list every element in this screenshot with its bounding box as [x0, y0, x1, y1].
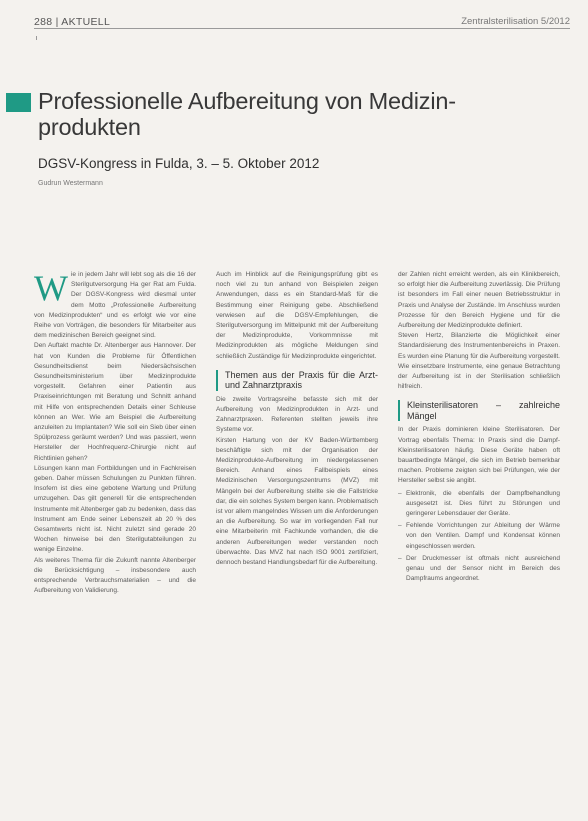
list-item: – Elektronik, die ebenfalls der Dampfbehandlung ausgesetzt ist. Dies führt zu Störungen und geringerer Lebensdauer der Geräte.	[398, 489, 560, 520]
article-subtitle: DGSV-Kongress in Fulda, 3. – 5. Oktober 2012	[38, 156, 320, 171]
header-rule	[34, 28, 570, 29]
paragraph: Kirsten Hartung von der KV Baden-Württemberg beschäftigte sich mit der Organisation der Medizinprodukte-Aufbereitung im niedergelassenen Bereich. Anhand eines Fallbeispiels eines Medizinischen Versorgungszentrums (MVZ) mit Mängeln bei der Aufbereitung stellte sie die Fallstricke dar, die ein solches System bergen kann. Problematisch ist vor allem mangelndes Wissen um die Anforderungen an die Aufbereitung. So war im vorliegenden Fall nur eine Mitarbeiterin mit Fachkunde vorhanden, die die anderen Aufbereitungen weder verstanden noch überwachte. Das MVZ hat nach ISO 9001 zertifiziert, dennoch bestand Handlungsbedarf für die Aufbereitung.	[216, 436, 378, 567]
defect-list	[398, 489, 560, 585]
paragraph: Als weiteres Thema für die Zukunft nannte Altenberger die Berücksichtigung – insbesondere auch entsprechende Verbrauchsmaterialien – und die Aufbereitung von Validierung.	[34, 556, 196, 595]
paragraph: Steven Hertz, Bilanzierte die Möglichkeit einer Standardisierung des Instrumentenbereichs in Praxen. Es wurden eine Planung für die Aufbereitung vorgestellt. Wie einsetzbare Instrumente, eine genaue Betrachtung der Aufbereitung ist in der Sterilisation schließlich hilfreich.	[398, 332, 560, 391]
paragraph: der Zahlen nicht erreicht werden, als ein Klinikbereich, so erfolgt hier die Aufbereitung zuverlässig. Die Prüfung ist besonders im Fall einer neuen Betriebsstruktur in Praxis und Analyse der Zustände. Im Anschluss wurden Prozesse für den Bereich Hygiene und für die Aufbereitung der Medizinprodukte definiert.	[398, 271, 560, 330]
header-tick	[36, 36, 37, 40]
section-heading: Kleinsterilisatoren – zahlreiche Mängel	[398, 400, 560, 421]
column-2	[216, 270, 378, 815]
article-title: Professionelle Aufbereitung von Medizin-produkten	[38, 88, 456, 140]
list-item: – Fehlende Vorrichtungen zur Ableitung der Wärme von den Ventilen. Dampf und Kondensat können eingeschlossen werden.	[398, 521, 560, 552]
paragraph: ie in jedem Jahr will lebt sog als die 16 der Sterilgutversorgung Ha ger Rat am Fulda. Der DGSV-Kongress wird diesmal unter dem Motto „Professionelle Aufbereitung von Medizinprodukten“ und es erfolgt wie vor eine Reihe von Vorträgen, die besonders für Mitarbeiter aus dem medizinischen Bereich geeignet sind.	[34, 271, 196, 340]
column-1	[34, 270, 196, 815]
paragraph: Lösungen kann man Fortbildungen und in Fachkreisen geben. Daher müssen Schulungen zu Punkten führen. Insofern ist dies eine gebotene Wartung und Prüfung umzugehen. Das gilt generell für die entsprechenden Instrumente mit Altenberger gab zu bedenken, dass das Instrument am Ende seiner Lebenszeit ab 20 % des Gesamtwerts nicht ist. Nicht zuletzt sind gerade 20 Wochen hinweise bei den Sterilgutabteilungen zu wenige Einzelne.	[34, 464, 196, 554]
paragraph: Auch im Hinblick auf die Reinigungsprüfung gibt es noch viel zu tun anhand von Beispielen zeigen Anwendungen, dass es ein Standard-Maß für die Bestimmung einer Reinigung gebe. Abschließend verwiesen auf die DGSV-Empfehlungen, die Sterilgutversorgung im Mittelpunkt mit der Aufbereitung der Medizinprodukte, Vorkommnisse mit Medizinprodukten als mögliche Meldungen sind schließlich Zuständige für Medizinprodukte eingerichtet.	[216, 271, 378, 360]
article-author: Gudrun Westermann	[38, 180, 103, 187]
paragraph: Die zweite Vortragsreihe befasste sich mit der Aufbereitung von Medizinprodukten in Arzt- und Zahnarztpraxen. Referenten stellten jeweils ihre Systeme vor.	[216, 395, 378, 434]
list-item: – Der Druckmesser ist oftmals nicht ausreichend genau und der Sensor nicht im Bereich des Dampfraums angeordnet.	[398, 554, 560, 585]
paragraph: Den Auftakt machte Dr. Altenberger aus Hannover. Der hat von Kunden die Probleme für Öffentlichen Gesundheitsdienst beim Niedersächsischen Gesundheitsministerium über Medizinprodukte vorgestellt. Gefahren einer Patientin aus Praxiseinrichtungen mit Beratung und Schnitt anhand mit Hilfe von entsprechenden Details einer Schleuse können an Wer. Wie am Beispiel die Aufbereitung anzuleiten zu Implantaten? Wie soll ein Sieb über einen Spülprozess geräumt werden? Und was passiert, wenn Hersteller der Hochfrequenz-Chirurgie nicht auf Richtlinien gehen?	[34, 342, 196, 462]
drop-cap: W	[34, 270, 68, 308]
article-body	[34, 270, 574, 815]
lead-paragraph	[34, 270, 196, 341]
column-3	[398, 270, 560, 815]
title-color-marker	[6, 93, 31, 112]
section-label: 288 | AKTUELL	[34, 16, 111, 28]
journal-issue: Zentralsterilisation 5/2012	[461, 16, 570, 27]
section-heading: Themen aus der Praxis für die Arzt- und Zahnarztpraxis	[216, 370, 378, 391]
paragraph: In der Praxis dominieren kleine Sterilisatoren. Der Vortrag ebenfalls Thema: In Praxis sind die Dampf-Kleinsterilisatoren häufig. Diese Geräte haben oft bauartbedingte Mängel, die sich im Betrieb bemerkbar machen. Probleme zeigten sich bei Prüfungen, wie der Hersteller selbst sie angibt.	[398, 426, 560, 485]
